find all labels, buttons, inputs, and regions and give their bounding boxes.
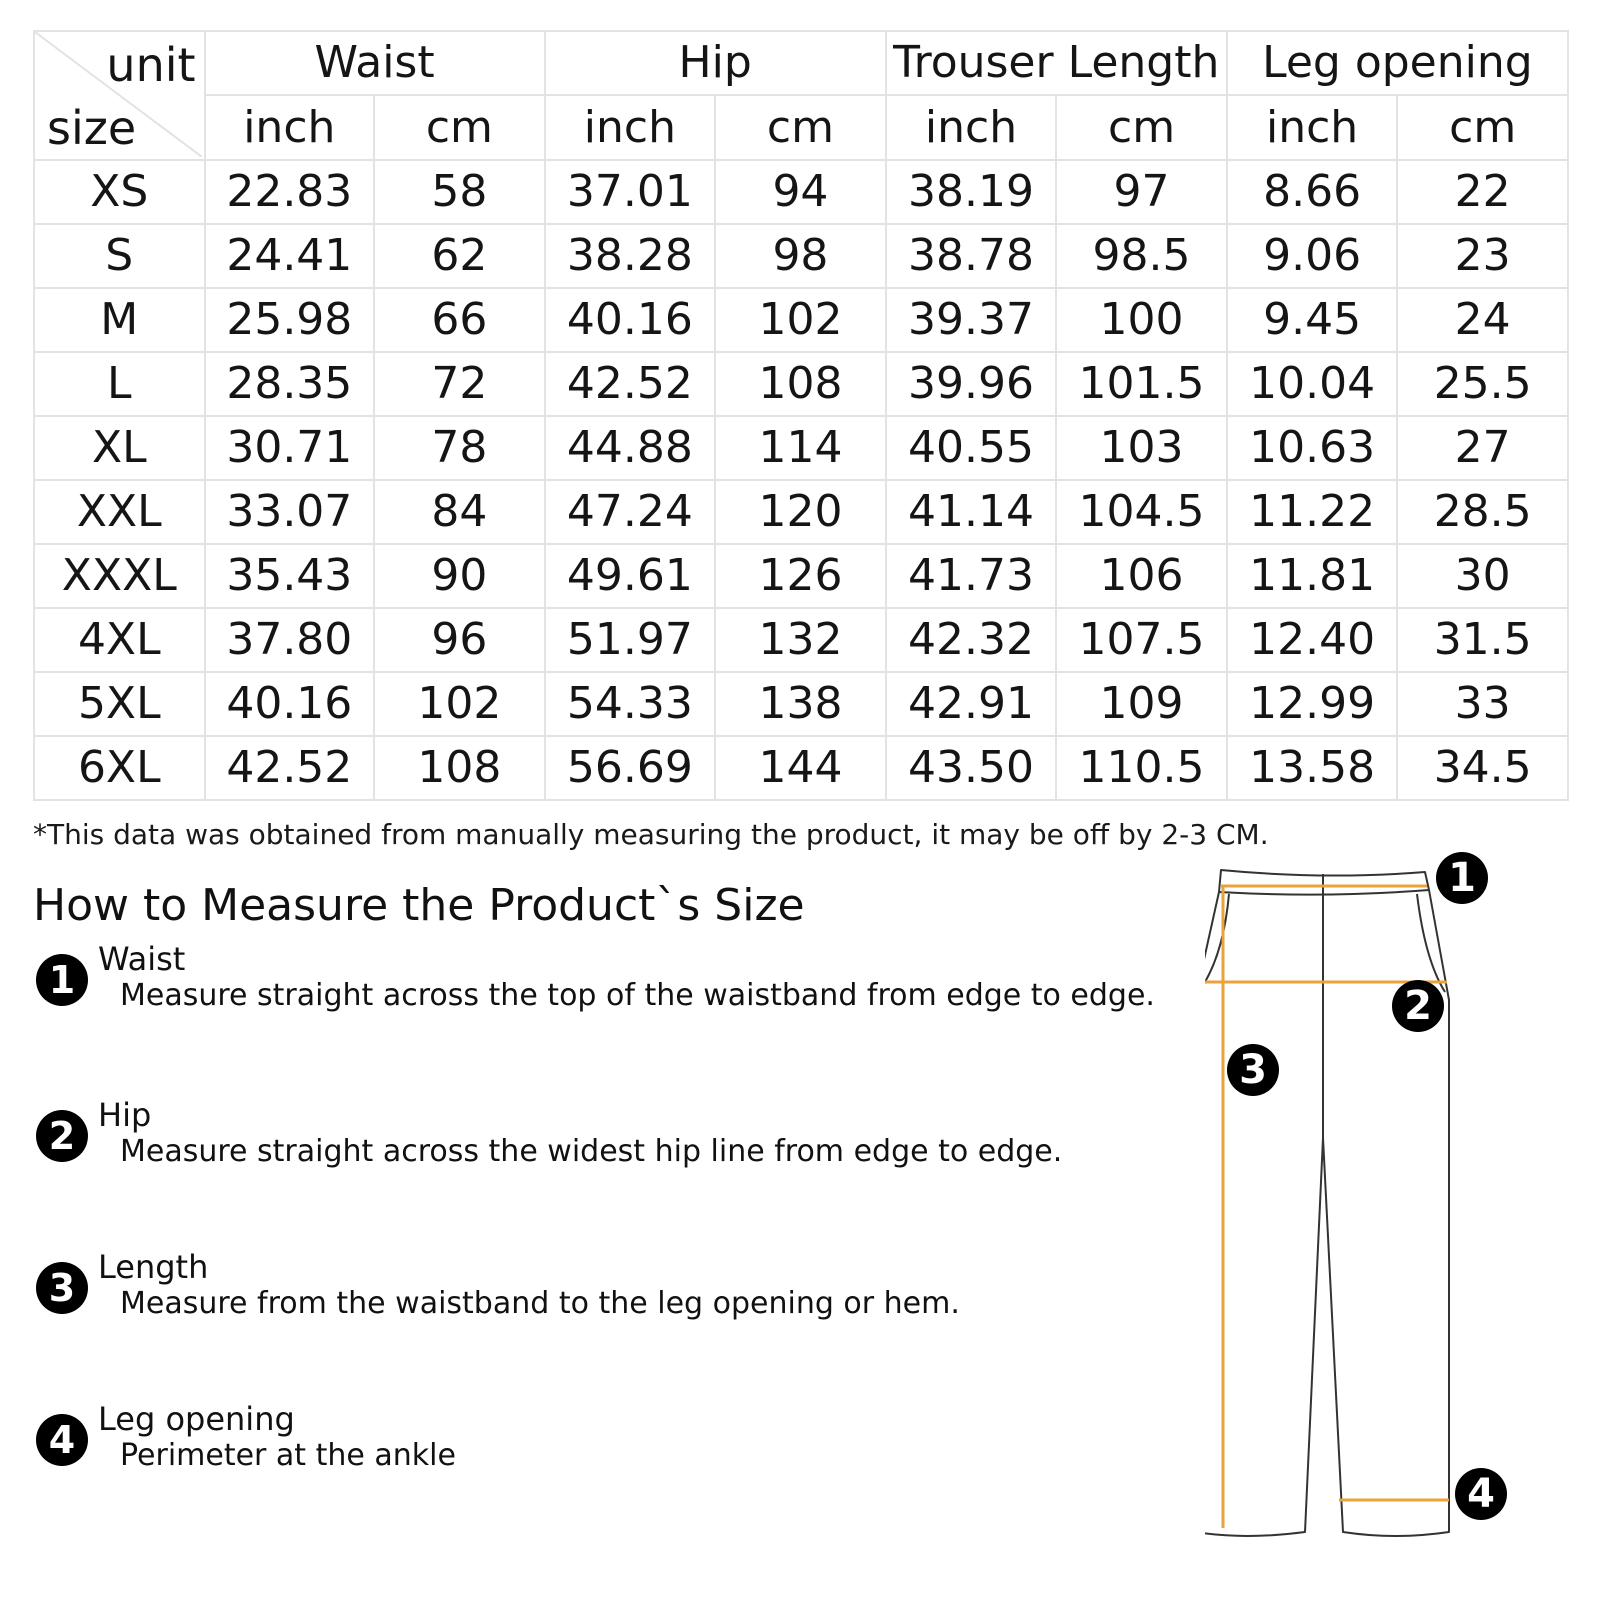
size-label-cell: L bbox=[34, 352, 205, 416]
measurement-cell: 37.80 bbox=[205, 608, 375, 672]
measurement-cell: 66 bbox=[374, 288, 545, 352]
measurement-cell: 54.33 bbox=[545, 672, 716, 736]
measurement-cell: 34.5 bbox=[1397, 736, 1568, 800]
measurement-cell: 108 bbox=[374, 736, 545, 800]
size-label-cell: XXL bbox=[34, 480, 205, 544]
size-label-cell: XXXL bbox=[34, 544, 205, 608]
table-row bbox=[34, 288, 1568, 352]
measurement-cell: 62 bbox=[374, 224, 545, 288]
unit-header-inch: inch bbox=[886, 95, 1057, 160]
measurement-cell: 40.16 bbox=[545, 288, 716, 352]
measurement-cell: 25.5 bbox=[1397, 352, 1568, 416]
measurement-cell: 96 bbox=[374, 608, 545, 672]
measurement-cell: 41.14 bbox=[886, 480, 1057, 544]
measurement-cell: 94 bbox=[715, 160, 886, 224]
size-label-cell: 4XL bbox=[34, 608, 205, 672]
table-row bbox=[34, 352, 1568, 416]
group-header-hip: Hip bbox=[545, 31, 886, 95]
measurement-cell: 40.16 bbox=[205, 672, 375, 736]
unit-header-inch: inch bbox=[545, 95, 716, 160]
measurement-cell: 42.52 bbox=[205, 736, 375, 800]
measurement-cell: 38.28 bbox=[545, 224, 716, 288]
guide-item-description: Perimeter at the ankle bbox=[120, 1438, 456, 1473]
measurement-cell: 44.88 bbox=[545, 416, 716, 480]
table-row bbox=[34, 608, 1568, 672]
measurement-cell: 58 bbox=[374, 160, 545, 224]
number-2-badge-icon: 2 bbox=[36, 1110, 88, 1162]
measurement-cell: 13.58 bbox=[1227, 736, 1398, 800]
size-label-cell: 6XL bbox=[34, 736, 205, 800]
measurement-cell: 10.63 bbox=[1227, 416, 1398, 480]
guide-item-heading: Waist bbox=[98, 940, 186, 978]
group-header-waist: Waist bbox=[205, 31, 545, 95]
measurement-cell: 49.61 bbox=[545, 544, 716, 608]
measurement-cell: 24.41 bbox=[205, 224, 375, 288]
measurement-cell: 27 bbox=[1397, 416, 1568, 480]
measurement-cell: 33.07 bbox=[205, 480, 375, 544]
unit-header-cm: cm bbox=[715, 95, 886, 160]
group-header-trouser-length: Trouser Length bbox=[886, 31, 1227, 95]
measurement-cell: 42.91 bbox=[886, 672, 1057, 736]
guide-item-description: Measure straight across the widest hip line from edge to edge. bbox=[120, 1134, 1063, 1169]
callout-4-icon: 4 bbox=[1455, 1468, 1507, 1520]
table-row bbox=[34, 416, 1568, 480]
size-label-cell: XS bbox=[34, 160, 205, 224]
measurement-cell: 42.52 bbox=[545, 352, 716, 416]
number-4-badge-icon: 4 bbox=[36, 1414, 88, 1466]
size-label-cell: M bbox=[34, 288, 205, 352]
table-row bbox=[34, 672, 1568, 736]
group-header-leg-opening: Leg opening bbox=[1227, 31, 1568, 95]
measurement-cell: 47.24 bbox=[545, 480, 716, 544]
measurement-cell: 144 bbox=[715, 736, 886, 800]
measurement-cell: 11.81 bbox=[1227, 544, 1398, 608]
table-unit-header-row bbox=[34, 95, 1568, 160]
measurement-cell: 114 bbox=[715, 416, 886, 480]
table-row bbox=[34, 480, 1568, 544]
table-group-header-row bbox=[34, 31, 1568, 95]
measurement-cell: 37.01 bbox=[545, 160, 716, 224]
measurement-cell: 30.71 bbox=[205, 416, 375, 480]
measurement-cell: 28.35 bbox=[205, 352, 375, 416]
measurement-cell: 120 bbox=[715, 480, 886, 544]
measurement-cell: 28.5 bbox=[1397, 480, 1568, 544]
number-3-badge-icon: 3 bbox=[36, 1262, 88, 1314]
measurement-cell: 90 bbox=[374, 544, 545, 608]
measurement-cell: 42.32 bbox=[886, 608, 1057, 672]
unit-header-cm: cm bbox=[1397, 95, 1568, 160]
size-label-cell: 5XL bbox=[34, 672, 205, 736]
measurement-cell: 12.99 bbox=[1227, 672, 1398, 736]
corner-unit-label: unit bbox=[106, 38, 196, 92]
size-chart-table bbox=[33, 30, 1569, 801]
measurement-cell: 72 bbox=[374, 352, 545, 416]
measurement-cell: 9.06 bbox=[1227, 224, 1398, 288]
measurement-cell: 103 bbox=[1056, 416, 1227, 480]
measurement-cell: 25.98 bbox=[205, 288, 375, 352]
trouser-outline-icon bbox=[1205, 860, 1565, 1560]
table-row bbox=[34, 160, 1568, 224]
measurement-cell: 104.5 bbox=[1056, 480, 1227, 544]
measurement-cell: 108 bbox=[715, 352, 886, 416]
measurement-cell: 43.50 bbox=[886, 736, 1057, 800]
measurement-cell: 138 bbox=[715, 672, 886, 736]
measurement-cell: 12.40 bbox=[1227, 608, 1398, 672]
unit-header-cm: cm bbox=[374, 95, 545, 160]
table-corner-cell bbox=[34, 31, 205, 160]
measurement-cell: 98 bbox=[715, 224, 886, 288]
trouser-diagram bbox=[1205, 855, 1565, 1560]
guide-item-heading: Leg opening bbox=[98, 1400, 295, 1438]
measurement-cell: 109 bbox=[1056, 672, 1227, 736]
measurement-cell: 40.55 bbox=[886, 416, 1057, 480]
measurement-footnote: *This data was obtained from manually measuring the product, it may be off by 2-3 CM. bbox=[33, 818, 1269, 851]
unit-header-inch: inch bbox=[1227, 95, 1398, 160]
number-1-badge-icon: 1 bbox=[36, 954, 88, 1006]
unit-header-cm: cm bbox=[1056, 95, 1227, 160]
size-label-cell: XL bbox=[34, 416, 205, 480]
guide-item-heading: Length bbox=[98, 1248, 209, 1286]
measurement-cell: 22 bbox=[1397, 160, 1568, 224]
measurement-cell: 41.73 bbox=[886, 544, 1057, 608]
guide-item-description: Measure from the waistband to the leg opening or hem. bbox=[120, 1286, 960, 1321]
callout-2-icon: 2 bbox=[1392, 980, 1444, 1032]
unit-header-inch: inch bbox=[205, 95, 375, 160]
measurement-cell: 33 bbox=[1397, 672, 1568, 736]
measurement-cell: 101.5 bbox=[1056, 352, 1227, 416]
guide-item-description: Measure straight across the top of the waistband from edge to edge. bbox=[120, 978, 1155, 1013]
measurement-cell: 23 bbox=[1397, 224, 1568, 288]
measurement-cell: 102 bbox=[374, 672, 545, 736]
measurement-cell: 30 bbox=[1397, 544, 1568, 608]
table-row bbox=[34, 544, 1568, 608]
corner-size-label: size bbox=[47, 101, 137, 155]
measurement-cell: 106 bbox=[1056, 544, 1227, 608]
measurement-cell: 126 bbox=[715, 544, 886, 608]
callout-1-icon: 1 bbox=[1436, 852, 1488, 904]
table-row bbox=[34, 736, 1568, 800]
measurement-cell: 31.5 bbox=[1397, 608, 1568, 672]
callout-3-icon: 3 bbox=[1227, 1044, 1279, 1096]
measurement-cell: 39.37 bbox=[886, 288, 1057, 352]
measurement-cell: 38.78 bbox=[886, 224, 1057, 288]
measurement-cell: 24 bbox=[1397, 288, 1568, 352]
measurement-cell: 107.5 bbox=[1056, 608, 1227, 672]
measurement-cell: 100 bbox=[1056, 288, 1227, 352]
measurement-cell: 56.69 bbox=[545, 736, 716, 800]
measurement-cell: 38.19 bbox=[886, 160, 1057, 224]
table-row bbox=[34, 224, 1568, 288]
measurement-cell: 84 bbox=[374, 480, 545, 544]
measurement-cell: 132 bbox=[715, 608, 886, 672]
measurement-cell: 78 bbox=[374, 416, 545, 480]
guide-title: How to Measure the Product`s Size bbox=[33, 880, 805, 931]
measurement-cell: 51.97 bbox=[545, 608, 716, 672]
measurement-cell: 97 bbox=[1056, 160, 1227, 224]
measurement-cell: 10.04 bbox=[1227, 352, 1398, 416]
measurement-cell: 110.5 bbox=[1056, 736, 1227, 800]
measurement-cell: 35.43 bbox=[205, 544, 375, 608]
measurement-cell: 22.83 bbox=[205, 160, 375, 224]
measurement-cell: 9.45 bbox=[1227, 288, 1398, 352]
measurement-cell: 11.22 bbox=[1227, 480, 1398, 544]
measurement-cell: 98.5 bbox=[1056, 224, 1227, 288]
size-label-cell: S bbox=[34, 224, 205, 288]
measurement-cell: 8.66 bbox=[1227, 160, 1398, 224]
measurement-cell: 39.96 bbox=[886, 352, 1057, 416]
measurement-cell: 102 bbox=[715, 288, 886, 352]
guide-item-heading: Hip bbox=[98, 1096, 152, 1134]
